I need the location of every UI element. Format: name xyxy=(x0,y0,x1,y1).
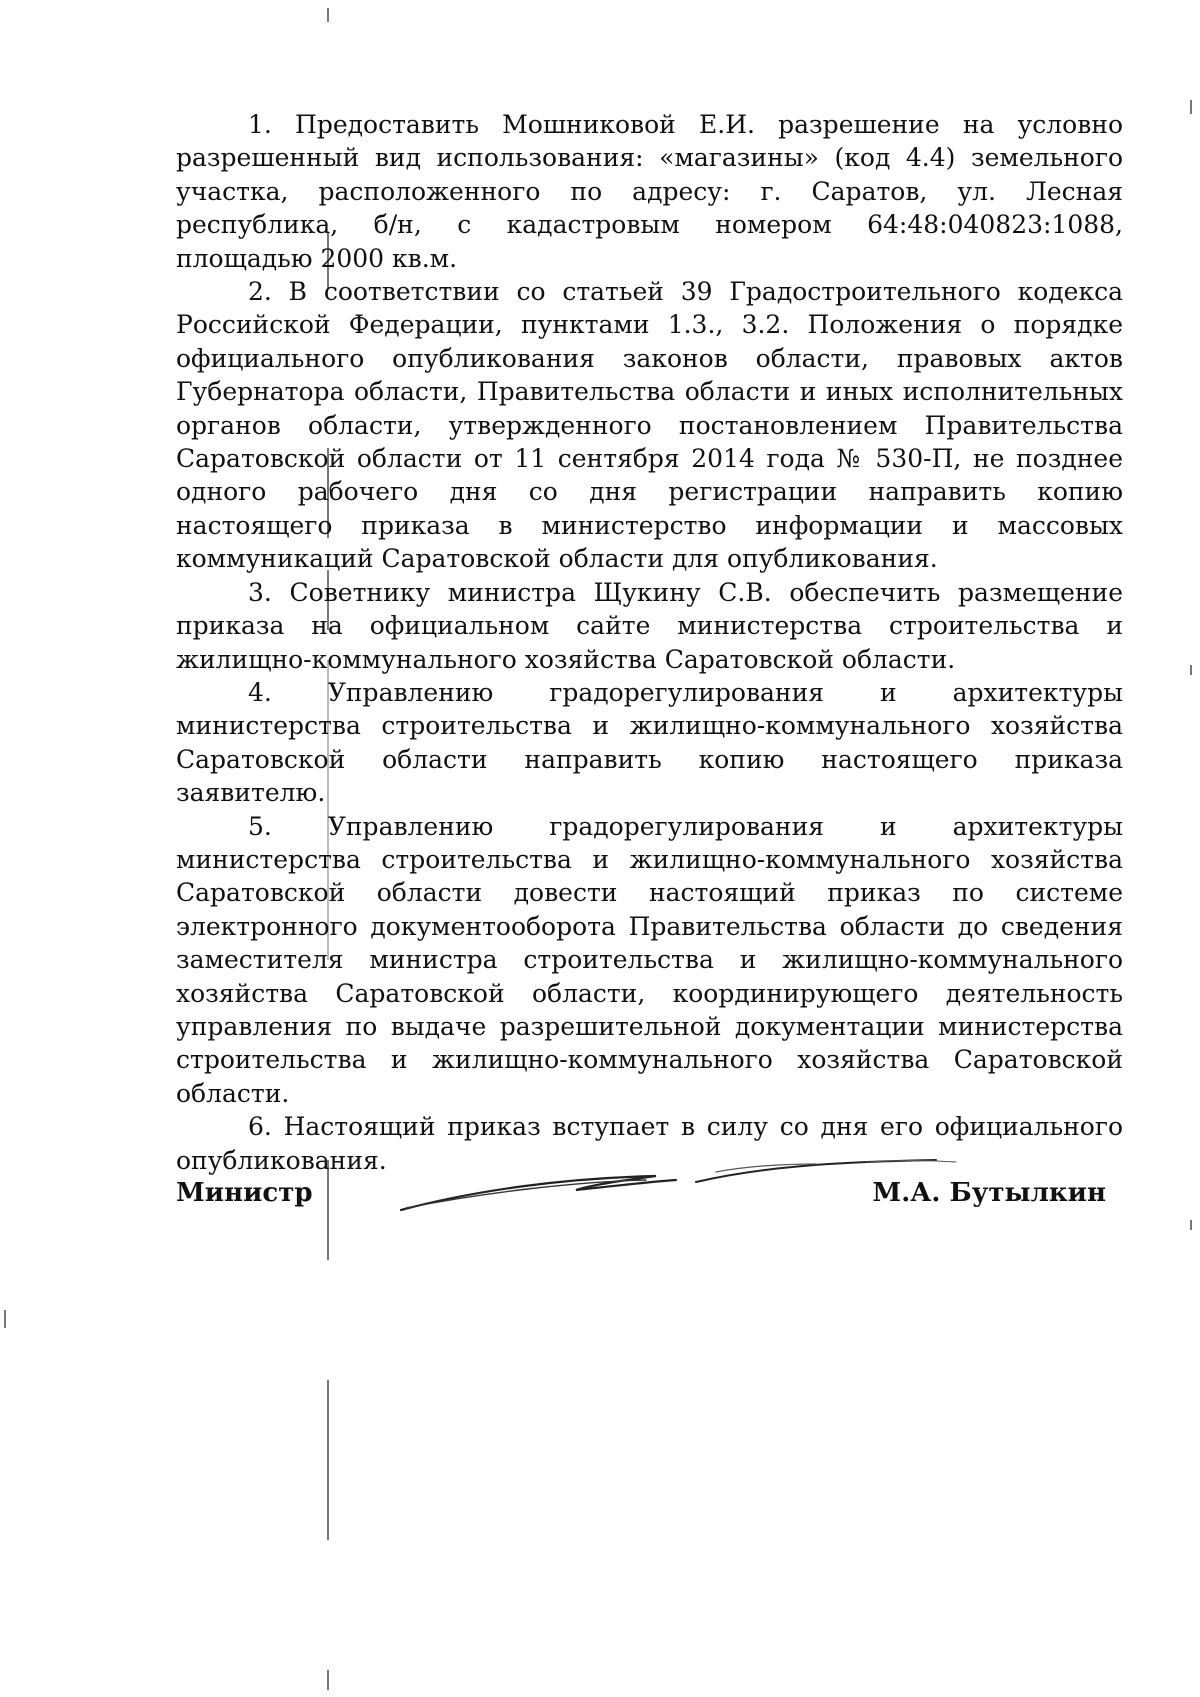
scan-artifact xyxy=(327,8,329,22)
scan-artifact xyxy=(327,1380,329,1540)
signature-block xyxy=(176,1150,1116,1240)
order-paragraph-2: 2. В соответствии со статьей 39 Градостроительного кодекса Российской Федерации, пунктами 1.3., 3.2. Положения о порядке официального опубликования законов области, правовых актов Губернатора области, Правительства области и иных исполнительных органов области, утвержденного постановлением Правительства Саратовской области от 11 сентября 2014 года № 530-П, не позднее одного рабочего дня со дня регистрации направить копию настоящего приказа в министерство информации и массовых коммуникаций Саратовской области для опубликования. xyxy=(176,277,1123,574)
order-paragraph-5: 5. Управлению градорегулирования и архитектуры министерства строительства и жилищно-коммунального хозяйства Саратовской области довести настоящий приказ по системе электронного документооборота Правительства области до сведения заместителя министра строительства и жилищно-коммунального хозяйства Саратовской области, координирующего деятельность управления по выдаче разрешительной документации министерства строительства и жилищно-коммунального хозяйства Саратовской области. xyxy=(176,811,1123,1108)
scan-artifact xyxy=(4,1310,6,1328)
signer-title: Министр xyxy=(176,1178,313,1208)
order-paragraph-4: 4. Управлению градорегулирования и архитектуры министерства строительства и жилищно-коммунального хозяйства Саратовской области направить копию настоящего приказа заявителю. xyxy=(176,677,1123,808)
order-body xyxy=(176,108,1123,1177)
scan-artifact xyxy=(327,1670,329,1690)
order-paragraph-6: 6. Настоящий приказ вступает в силу со дня его официального опубликования. xyxy=(176,1112,1123,1175)
scan-artifact xyxy=(1190,665,1192,675)
signer-name: М.А. Бутылкин xyxy=(872,1178,1106,1208)
order-paragraph-1: 1. Предоставить Мошниковой Е.И. разрешение на условно разрешенный вид использования: «магазины» (код 4.4) земельного участка, расположенного по адресу: г. Саратов, ул. Лесная республика, б/н, с кадастровым номером 64:48:040823:1088, площадью 2000 кв.м. xyxy=(176,110,1123,273)
order-paragraph-3: 3. Советнику министра Щукину С.В. обеспечить размещение приказа на официальном сайте министерства строительства и жилищно-коммунального хозяйства Саратовской области. xyxy=(176,577,1123,674)
scan-artifact xyxy=(1190,100,1192,114)
scan-artifact xyxy=(1190,1220,1192,1230)
